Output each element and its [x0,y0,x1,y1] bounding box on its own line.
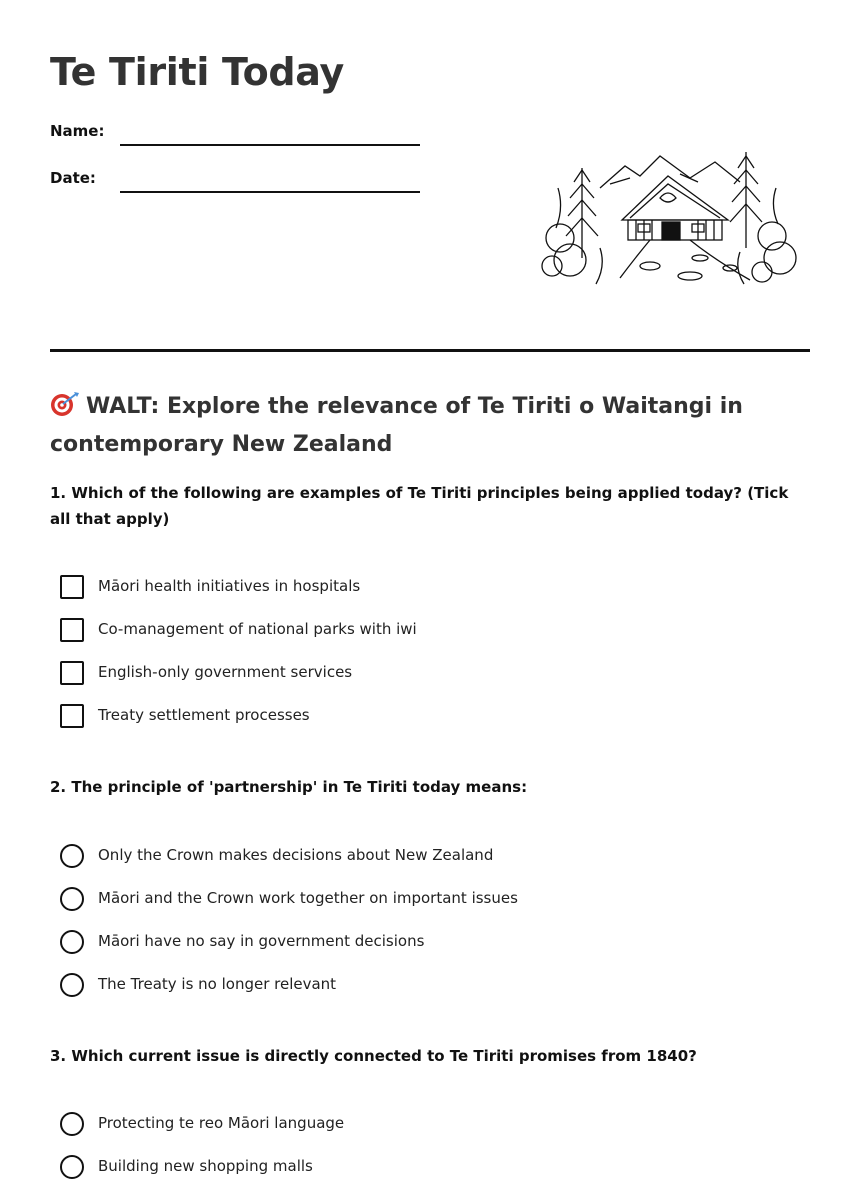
option-label: Building new shopping malls [98,1157,313,1175]
option-label: Treaty settlement processes [98,706,310,724]
question-2: 2. The principle of 'partnership' in Te Tiriti today means: [50,778,528,796]
q1-option-4[interactable] [60,704,760,730]
option-label: English-only government services [98,663,353,681]
wharenui-illustration [540,148,800,290]
option-label: Protecting te reo Māori language [98,1114,345,1132]
radio-button[interactable] [60,887,84,911]
q3-option-1[interactable] [60,1112,760,1138]
option-label: Māori and the Crown work together on important issues [98,889,518,907]
q2-option-2[interactable] [60,887,760,913]
q1-option-2[interactable] [60,618,760,644]
date-field[interactable] [50,169,430,199]
radio-button[interactable] [60,973,84,997]
checkbox[interactable] [60,618,84,642]
q1-option-3[interactable] [60,661,760,687]
radio-button[interactable] [60,844,84,868]
section-divider [50,349,810,352]
date-label: Date: [50,169,96,187]
name-label: Name: [50,122,105,140]
walt-heading [50,388,750,464]
q2-option-1[interactable] [60,844,760,870]
option-label: Māori health initiatives in hospitals [98,577,361,595]
walt-text: WALT: Explore the relevance of Te Tiriti o Waitangi in contemporary New Zealand [50,394,743,457]
target-icon [50,391,80,417]
page-title: Te Tiriti Today [50,50,344,94]
question-1: 1. Which of the following are examples of Te Tiriti principles being applied today? (Tick all that apply) [50,484,789,528]
q1-option-1[interactable] [60,575,760,601]
checkbox[interactable] [60,704,84,728]
name-field[interactable] [50,122,430,152]
date-line[interactable] [120,191,420,193]
name-line[interactable] [120,144,420,146]
q3-option-2[interactable] [60,1155,760,1181]
option-label: Only the Crown makes decisions about New Zealand [98,846,494,864]
q2-option-3[interactable] [60,930,760,956]
checkbox[interactable] [60,661,84,685]
checkbox[interactable] [60,575,84,599]
radio-button[interactable] [60,1155,84,1179]
radio-button[interactable] [60,930,84,954]
q2-option-4[interactable] [60,973,760,999]
option-label: Co-management of national parks with iwi [98,620,417,638]
radio-button[interactable] [60,1112,84,1136]
worksheet-page [50,0,810,1175]
option-label: Māori have no say in government decisions [98,932,425,950]
option-label: The Treaty is no longer relevant [98,975,337,993]
question-3: 3. Which current issue is directly connected to Te Tiriti promises from 1840? [50,1047,697,1065]
